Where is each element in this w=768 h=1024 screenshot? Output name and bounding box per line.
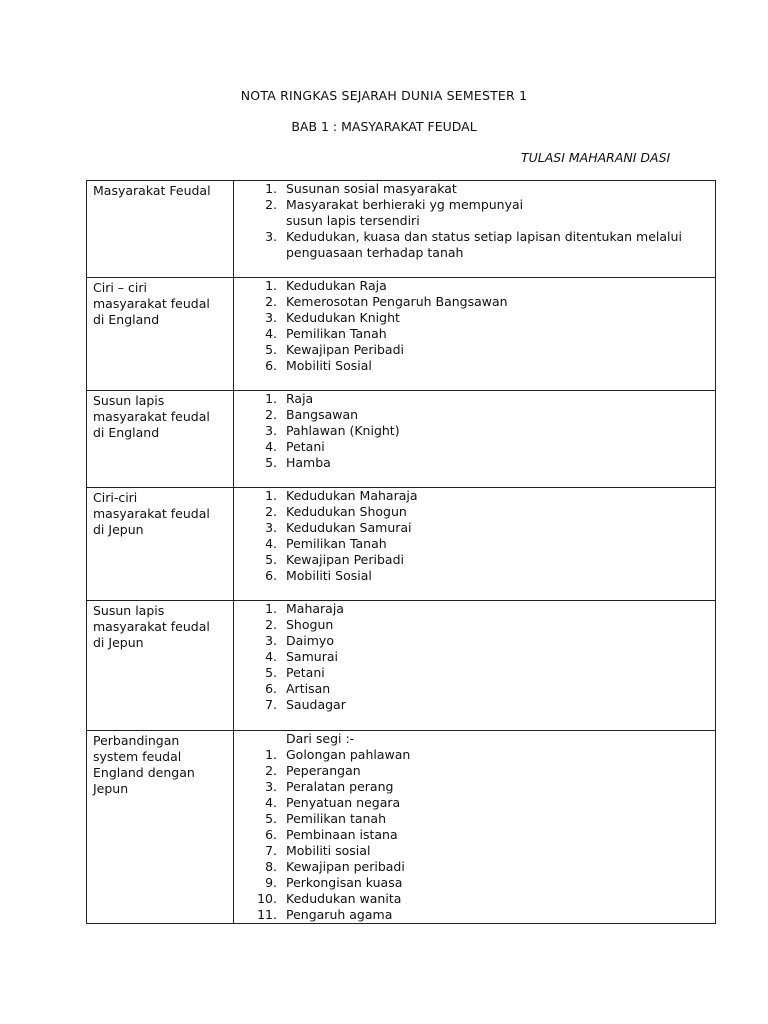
list-item bbox=[234, 843, 715, 859]
item-number: 10. bbox=[257, 891, 277, 906]
item-text: Dari segi :- bbox=[286, 731, 355, 746]
item-text: Bangsawan bbox=[286, 407, 359, 422]
row-content-cell bbox=[234, 391, 716, 488]
item-text: Mobiliti Sosial bbox=[286, 358, 372, 373]
item-number: 6. bbox=[265, 568, 277, 583]
item-text: Saudagar bbox=[286, 697, 346, 712]
item-number: 1. bbox=[265, 488, 277, 503]
list-item bbox=[234, 197, 715, 213]
item-number: 4. bbox=[265, 439, 277, 454]
item-number: 5. bbox=[265, 665, 277, 680]
item-number: 2. bbox=[265, 504, 277, 519]
item-number: 3. bbox=[265, 779, 277, 794]
item-number: 2. bbox=[265, 763, 277, 778]
item-text: Kedudukan Maharaja bbox=[286, 488, 418, 503]
item-text: Kedudukan Samurai bbox=[286, 520, 412, 535]
list-item bbox=[234, 407, 715, 423]
list-item bbox=[234, 891, 715, 907]
notes-table bbox=[86, 180, 716, 924]
list-item bbox=[234, 439, 715, 455]
list-item bbox=[234, 907, 715, 923]
item-number: 11. bbox=[257, 907, 277, 922]
row-label-cell bbox=[87, 601, 234, 731]
list-item bbox=[234, 423, 715, 439]
list-item bbox=[234, 455, 715, 471]
item-text: Maharaja bbox=[286, 601, 344, 616]
list-item bbox=[234, 681, 715, 697]
item-text: Kewajipan Peribadi bbox=[286, 552, 404, 567]
row-label: Perbandingan system feudal England dengan Jepun bbox=[93, 733, 195, 796]
item-text: Golongan pahlawan bbox=[286, 747, 411, 762]
list-item bbox=[234, 536, 715, 552]
item-number: 5. bbox=[265, 342, 277, 357]
row-label-cell bbox=[87, 488, 234, 601]
author-name: TULASI MAHARANI DASI bbox=[521, 150, 671, 165]
row-content-cell bbox=[234, 731, 716, 924]
item-number: 3. bbox=[265, 310, 277, 325]
item-text: penguasaan terhadap tanah bbox=[286, 245, 464, 260]
list-item bbox=[234, 245, 715, 261]
row-label: Ciri-ciri masyarakat feudal di Jepun bbox=[93, 490, 210, 537]
list-item bbox=[234, 278, 715, 294]
list-item bbox=[234, 326, 715, 342]
item-number: 2. bbox=[265, 197, 277, 212]
table-row bbox=[87, 488, 716, 601]
item-number: 3. bbox=[265, 633, 277, 648]
item-text: Kedudukan wanita bbox=[286, 891, 402, 906]
item-text: Kedudukan Raja bbox=[286, 278, 387, 293]
row-label: Susun lapis masyarakat feudal di England bbox=[93, 393, 210, 440]
item-text: Pemilikan Tanah bbox=[286, 536, 387, 551]
item-text: Kewajipan peribadi bbox=[286, 859, 405, 874]
table-row bbox=[87, 391, 716, 488]
list-item bbox=[234, 520, 715, 536]
list-item bbox=[234, 649, 715, 665]
item-number: 2. bbox=[265, 407, 277, 422]
item-number: 4. bbox=[265, 326, 277, 341]
item-list bbox=[234, 391, 715, 471]
item-number: 6. bbox=[265, 827, 277, 842]
item-number: 2. bbox=[265, 617, 277, 632]
item-number: 7. bbox=[265, 843, 277, 858]
item-text: Shogun bbox=[286, 617, 334, 632]
item-text: Kedudukan Shogun bbox=[286, 504, 407, 519]
list-item bbox=[234, 181, 715, 197]
item-text: Perkongisan kuasa bbox=[286, 875, 403, 890]
row-label-cell bbox=[87, 391, 234, 488]
item-number: 4. bbox=[265, 795, 277, 810]
list-item bbox=[234, 358, 715, 374]
item-number: 8. bbox=[265, 859, 277, 874]
item-text: Kedudukan, kuasa dan status setiap lapisan ditentukan melalui bbox=[286, 229, 682, 244]
list-item bbox=[234, 310, 715, 326]
item-text: Pembinaan istana bbox=[286, 827, 398, 842]
item-text: Penyatuan negara bbox=[286, 795, 401, 810]
row-label: Ciri – ciri masyarakat feudal di England bbox=[93, 280, 210, 327]
list-item bbox=[234, 747, 715, 763]
item-number: 5. bbox=[265, 455, 277, 470]
chapter-subtitle: BAB 1 : MASYARAKAT FEUDAL bbox=[291, 119, 477, 134]
row-content-cell bbox=[234, 278, 716, 391]
item-list bbox=[234, 731, 715, 923]
item-text: Hamba bbox=[286, 455, 331, 470]
item-number: 5. bbox=[265, 552, 277, 567]
list-item bbox=[234, 213, 715, 229]
item-number: 1. bbox=[265, 601, 277, 616]
row-content-cell bbox=[234, 181, 716, 278]
item-number: 9. bbox=[265, 875, 277, 890]
item-number: 7. bbox=[265, 697, 277, 712]
row-label-cell bbox=[87, 278, 234, 391]
list-item bbox=[234, 811, 715, 827]
list-item bbox=[234, 552, 715, 568]
item-number: 3. bbox=[265, 520, 277, 535]
item-text: Pahlawan (Knight) bbox=[286, 423, 400, 438]
item-number: 1. bbox=[265, 747, 277, 762]
item-text: Kewajipan Peribadi bbox=[286, 342, 404, 357]
item-text: Peralatan perang bbox=[286, 779, 394, 794]
item-text: Peperangan bbox=[286, 763, 361, 778]
list-item bbox=[234, 731, 715, 747]
item-number: 6. bbox=[265, 681, 277, 696]
item-number: 2. bbox=[265, 294, 277, 309]
list-item bbox=[234, 488, 715, 504]
item-list bbox=[234, 181, 715, 261]
row-label: Susun lapis masyarakat feudal di Jepun bbox=[93, 603, 210, 650]
item-number: 5. bbox=[265, 811, 277, 826]
item-list bbox=[234, 601, 715, 713]
list-item bbox=[234, 859, 715, 875]
item-text: Pemilikan tanah bbox=[286, 811, 387, 826]
item-text: Mobiliti Sosial bbox=[286, 568, 372, 583]
item-number: 6. bbox=[265, 358, 277, 373]
item-number: 3. bbox=[265, 229, 277, 244]
item-number: 3. bbox=[265, 423, 277, 438]
list-item bbox=[234, 633, 715, 649]
list-item bbox=[234, 779, 715, 795]
list-item bbox=[234, 875, 715, 891]
item-text: susun lapis tersendiri bbox=[286, 213, 420, 228]
table-row bbox=[87, 731, 716, 924]
list-item bbox=[234, 665, 715, 681]
row-content-cell bbox=[234, 488, 716, 601]
list-item bbox=[234, 294, 715, 310]
item-text: Masyarakat berhieraki yg mempunyai bbox=[286, 197, 524, 212]
item-text: Pengaruh agama bbox=[286, 907, 393, 922]
list-item bbox=[234, 229, 715, 245]
item-text: Kemerosotan Pengaruh Bangsawan bbox=[286, 294, 508, 309]
item-text: Kedudukan Knight bbox=[286, 310, 400, 325]
list-item bbox=[234, 568, 715, 584]
item-text: Petani bbox=[286, 439, 325, 454]
item-text: Petani bbox=[286, 665, 325, 680]
list-item bbox=[234, 342, 715, 358]
item-text: Pemilikan Tanah bbox=[286, 326, 387, 341]
item-number: 1. bbox=[265, 278, 277, 293]
item-number: 1. bbox=[265, 181, 277, 196]
list-item bbox=[234, 601, 715, 617]
row-label: Masyarakat Feudal bbox=[93, 183, 211, 198]
item-list bbox=[234, 278, 715, 374]
item-text: Susunan sosial masyarakat bbox=[286, 181, 457, 196]
list-item bbox=[234, 504, 715, 520]
list-item bbox=[234, 391, 715, 407]
table-row bbox=[87, 181, 716, 278]
table-row bbox=[87, 278, 716, 391]
list-item bbox=[234, 763, 715, 779]
item-number: 4. bbox=[265, 536, 277, 551]
item-text: Daimyo bbox=[286, 633, 334, 648]
list-item bbox=[234, 795, 715, 811]
list-item bbox=[234, 617, 715, 633]
item-text: Raja bbox=[286, 391, 314, 406]
table-row bbox=[87, 601, 716, 731]
document-title: NOTA RINGKAS SEJARAH DUNIA SEMESTER 1 bbox=[240, 88, 528, 103]
item-text: Samurai bbox=[286, 649, 338, 664]
list-item bbox=[234, 827, 715, 843]
item-number: 1. bbox=[265, 391, 277, 406]
list-item bbox=[234, 697, 715, 713]
item-text: Mobiliti sosial bbox=[286, 843, 371, 858]
item-text: Artisan bbox=[286, 681, 331, 696]
row-content-cell bbox=[234, 601, 716, 731]
row-label-cell bbox=[87, 181, 234, 278]
item-list bbox=[234, 488, 715, 584]
item-number: 4. bbox=[265, 649, 277, 664]
row-label-cell bbox=[87, 731, 234, 924]
